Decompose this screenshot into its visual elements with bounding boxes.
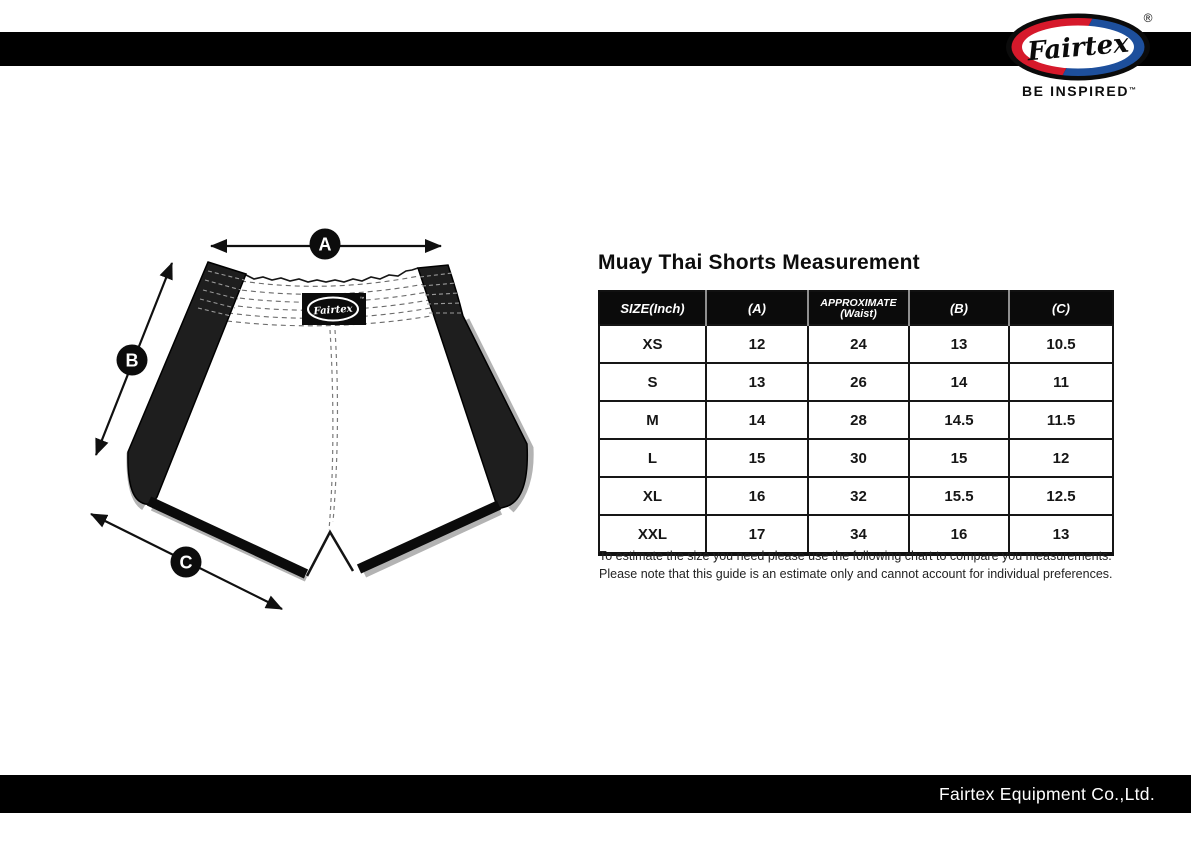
sizing-note-line1: To estimate the size you need please use the following chart to compare you measurements. [599, 549, 1112, 563]
table-row-m: M 14 28 14.5 11.5 [599, 401, 1113, 439]
table-row-l: L 15 30 15 12 [599, 439, 1113, 477]
dimension-c-label: C [179, 552, 193, 573]
company-name: Fairtex Equipment Co.,Ltd. [939, 784, 1155, 804]
dimension-b-label: B [125, 350, 139, 371]
brand-tagline [1000, 83, 1158, 99]
patch-trademark: ™ [359, 296, 365, 301]
waistband-patch [302, 293, 366, 325]
fairtex-logo-icon [1000, 10, 1158, 84]
table-row-xl: XL 16 32 15.5 12.5 [599, 477, 1113, 515]
tagline-text: BE INSPIRED [1021, 83, 1130, 99]
registered-mark: ® [1143, 11, 1153, 25]
col-header-size: SIZE(Inch) [599, 291, 706, 325]
page-title: Muay Thai Shorts Measurement [598, 251, 920, 274]
sizing-note [599, 547, 1113, 583]
table-row-xs: XS 12 24 13 10.5 [599, 325, 1113, 363]
col-header-a: (A) [706, 291, 808, 325]
table-row-xxl: XXL 17 34 16 13 [599, 515, 1113, 554]
col-header-waist: APPROXIMATE (Waist) [808, 291, 909, 325]
dimension-a-label: A [318, 234, 332, 255]
size-table [598, 290, 1114, 556]
fairtex-logo [1000, 10, 1158, 89]
size-table-header [599, 291, 1113, 325]
logo-script-text: Fairtex [1026, 28, 1130, 68]
table-row-s: S 13 26 14 11 [599, 363, 1113, 401]
patch-script-text: Fairtex [313, 303, 353, 318]
sizing-note-line2: Please note that this guide is an estimate only and cannot account for individual preferences. [599, 567, 1113, 581]
tagline-trademark: ™ [1129, 87, 1137, 94]
col-header-b: (B) [909, 291, 1009, 325]
col-header-c: (C) [1009, 291, 1113, 325]
shorts-diagram [80, 218, 560, 622]
footer-bar [0, 775, 1191, 813]
